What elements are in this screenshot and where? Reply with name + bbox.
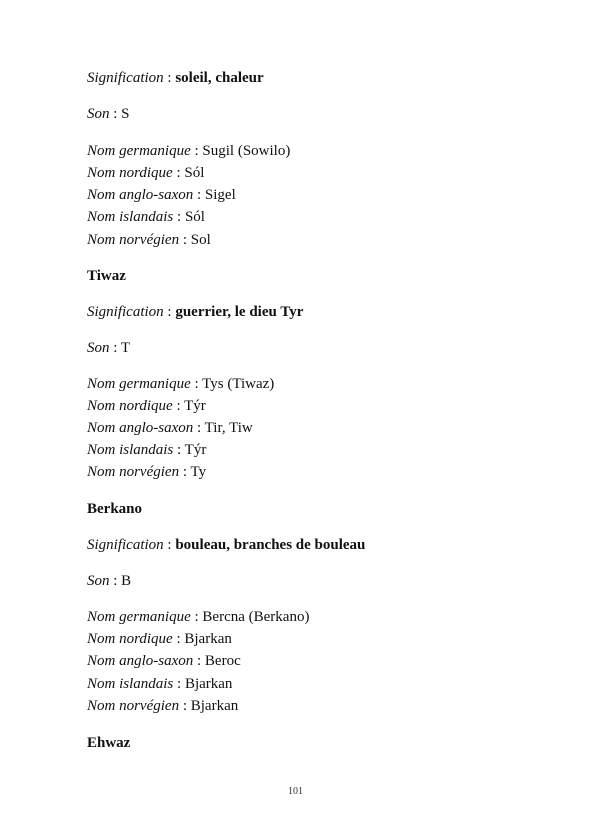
nom-nordique-label: Nom nordique: [87, 398, 173, 414]
separator: :: [163, 537, 176, 553]
separator: :: [172, 631, 185, 647]
son-label: Son: [87, 573, 110, 589]
nom-nordique-line: [87, 630, 232, 648]
son-line: [87, 105, 130, 123]
signification-label: Signification: [87, 70, 164, 86]
nom-norvegien-value: Bjarkan: [190, 698, 239, 714]
nom-norvegien-line: [87, 697, 238, 715]
nom-islandais-line: [87, 208, 205, 226]
separator: :: [193, 187, 205, 203]
nom-germanique-label: Nom germanique: [87, 376, 191, 392]
nom-islandais-value: Týr: [184, 442, 207, 458]
nom-islandais-label: Nom islandais: [87, 676, 174, 692]
separator: :: [173, 442, 185, 458]
nom-islandais-line: [87, 441, 206, 459]
nom-norvegien-value: Ty: [190, 464, 207, 480]
nom-norvegien-label: Nom norvégien: [87, 232, 180, 248]
separator: :: [190, 376, 203, 392]
son-label: Son: [87, 106, 110, 122]
nom-anglo-saxon-line: [87, 186, 236, 204]
son-line: [87, 572, 131, 590]
nom-germanique-line: [87, 375, 274, 393]
signification-label: Signification: [87, 304, 164, 320]
nom-germanique-label: Nom germanique: [87, 609, 191, 625]
nom-germanique-line: [87, 608, 309, 626]
nom-anglo-saxon-value: Sigel: [204, 187, 236, 203]
separator: :: [190, 143, 203, 159]
separator: :: [179, 464, 191, 480]
nom-germanique-line: [87, 142, 290, 160]
nom-islandais-value: Sól: [184, 209, 205, 225]
nom-norvegien-value: Sol: [190, 232, 211, 248]
separator: :: [173, 676, 185, 692]
signification-line: [87, 303, 303, 321]
signification-label: Signification: [87, 537, 164, 553]
nom-islandais-label: Nom islandais: [87, 209, 174, 225]
nom-germanique-value: Tys (Tiwaz): [202, 376, 275, 392]
separator: :: [193, 653, 205, 669]
separator: :: [173, 209, 185, 225]
son-line: [87, 339, 130, 357]
signification-value: guerrier, le dieu Tyr: [175, 304, 304, 320]
separator: :: [193, 420, 205, 436]
separator: :: [179, 698, 191, 714]
page-number: 101: [288, 786, 303, 797]
nom-nordique-label: Nom nordique: [87, 631, 173, 647]
nom-germanique-label: Nom germanique: [87, 143, 191, 159]
separator: :: [163, 70, 176, 86]
signification-line: [87, 536, 365, 554]
nom-norvegien-line: [87, 463, 206, 481]
son-value: T: [120, 340, 131, 356]
nom-anglo-saxon-value: Tir, Tiw: [204, 420, 253, 436]
nom-islandais-line: [87, 675, 232, 693]
nom-islandais-value: Bjarkan: [184, 676, 233, 692]
rune-heading-ehwaz: Ehwaz: [87, 735, 131, 751]
nom-norvegien-label: Nom norvégien: [87, 464, 180, 480]
signification-value: soleil, chaleur: [175, 70, 264, 86]
separator: :: [179, 232, 191, 248]
nom-germanique-value: Sugil (Sowilo): [202, 143, 291, 159]
separator: :: [109, 106, 122, 122]
separator: :: [163, 304, 176, 320]
separator: :: [190, 609, 203, 625]
nom-nordique-label: Nom nordique: [87, 165, 173, 181]
nom-norvegien-line: [87, 231, 211, 249]
nom-anglo-saxon-label: Nom anglo-saxon: [87, 653, 194, 669]
separator: :: [109, 340, 121, 356]
nom-nordique-line: [87, 397, 206, 415]
nom-nordique-value: Bjarkan: [184, 631, 232, 647]
nom-nordique-line: [87, 164, 204, 182]
signification-value: bouleau, branches de bouleau: [175, 537, 366, 553]
signification-line: [87, 69, 264, 87]
nom-anglo-saxon-label: Nom anglo-saxon: [87, 420, 194, 436]
nom-anglo-saxon-label: Nom anglo-saxon: [87, 187, 194, 203]
nom-nordique-value: Týr: [184, 398, 206, 414]
son-label: Son: [87, 340, 110, 356]
separator: :: [172, 398, 185, 414]
nom-anglo-saxon-line: [87, 419, 253, 437]
nom-nordique-value: Sól: [184, 165, 205, 181]
nom-germanique-value: Bercna (Berkano): [202, 609, 310, 625]
rune-heading-berkano: Berkano: [87, 501, 143, 517]
separator: :: [172, 165, 185, 181]
nom-norvegien-label: Nom norvégien: [87, 698, 180, 714]
separator: :: [109, 573, 122, 589]
son-value: S: [121, 106, 130, 122]
nom-anglo-saxon-line: [87, 652, 241, 670]
nom-islandais-label: Nom islandais: [87, 442, 174, 458]
son-value: B: [121, 573, 132, 589]
nom-anglo-saxon-value: Beroc: [204, 653, 241, 669]
rune-heading-tiwaz: Tiwaz: [87, 268, 126, 284]
